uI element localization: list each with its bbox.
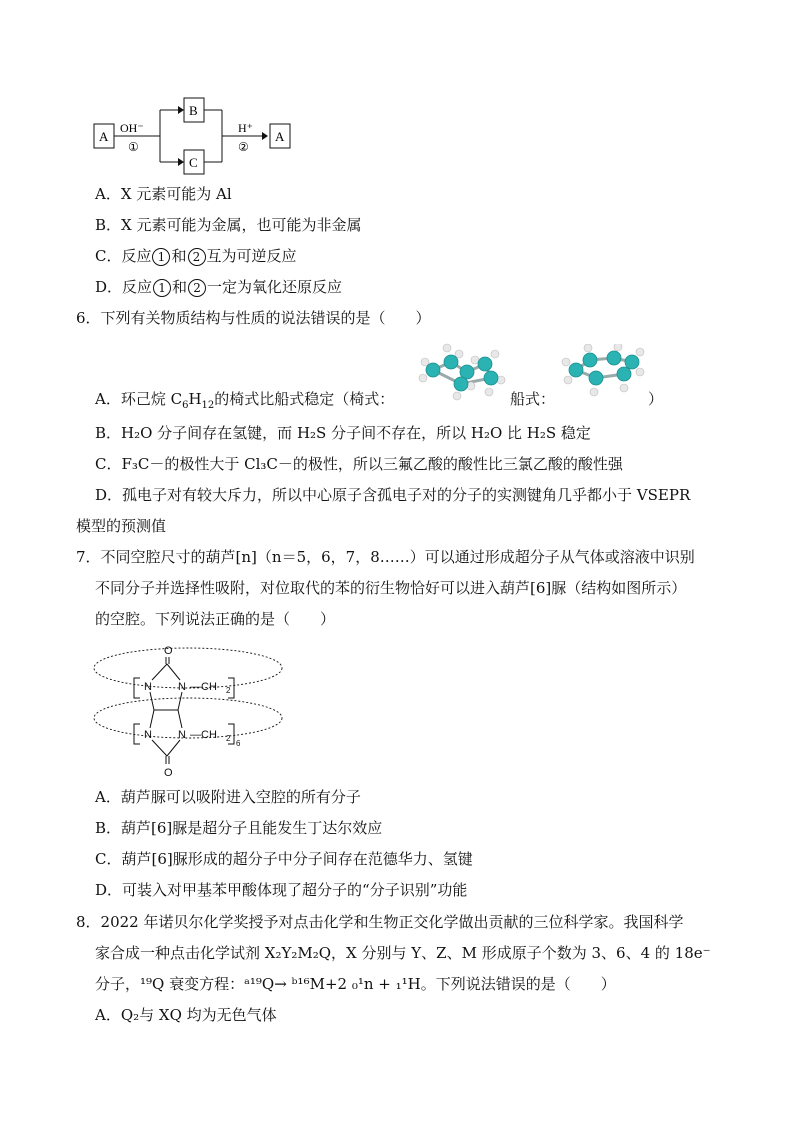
struct-n-subscript: 6 bbox=[236, 739, 241, 748]
q5-option-c-post: 互为可逆反应 bbox=[206, 247, 297, 265]
q6-option-d-line1: D．孤电子对有较大斥力，所以中心原子含孤电子对的分子的实测键角几乎都小于 VSEPR bbox=[95, 486, 691, 504]
q6-option-a bbox=[95, 389, 394, 416]
q8-stem-line3 bbox=[95, 974, 616, 994]
q5-option-b: B．X 元素可能为金属，也可能为非金属 bbox=[95, 216, 362, 234]
struct-n4: N bbox=[178, 729, 186, 741]
q6-option-d-line2: 模型的预测值 bbox=[76, 517, 167, 535]
chair-conformation-image bbox=[415, 340, 507, 402]
q6-option-a-sub1: 6 bbox=[182, 400, 189, 411]
q8-stem-line1: 8．2022 年诺贝尔化学奖授予对点击化学和生物正交化学做出贡献的三位科学家。我国科学 bbox=[76, 913, 684, 931]
struct-n3: N bbox=[144, 729, 152, 741]
struct-sub-2a: 2 bbox=[226, 686, 231, 695]
q5-option-d bbox=[95, 277, 342, 297]
circle-2: 2 bbox=[188, 279, 206, 297]
diagram-box-a-right: A bbox=[275, 129, 285, 144]
struct-o-top: O bbox=[164, 645, 173, 657]
q7-option-a: A．葫芦脲可以吸附进入空腔的所有分子 bbox=[95, 788, 361, 806]
struct-ch2-top: —CH bbox=[190, 681, 217, 693]
q8-stem-line3-pre: 分子， bbox=[95, 975, 141, 993]
q6-close-paren: ） bbox=[648, 390, 664, 408]
q7-option-d: D．可装入对甲基苯甲酸体现了超分子的“分子识别”功能 bbox=[95, 881, 468, 899]
q8-option-a: A．Q₂与 XQ 均为无色气体 bbox=[95, 1006, 277, 1024]
struct-sub-2b: 2 bbox=[226, 734, 231, 743]
q7-option-c: C．葫芦[6]脲形成的超分子中分子间存在范德华力、氢键 bbox=[95, 850, 473, 868]
q7-stem-line3: 的空腔。下列说法正确的是（ ） bbox=[95, 610, 336, 628]
q5-option-d-post: 一定为氧化还原反应 bbox=[207, 278, 343, 296]
q7-stem-line2: 不同分子并选择性吸附，对位取代的苯的衍生物恰好可以进入葫芦[6]脲（结构如图所示） bbox=[95, 579, 687, 597]
q6-option-a-sub2: 12 bbox=[201, 400, 215, 411]
q5-option-d-mid: 和 bbox=[172, 278, 188, 296]
diagram-box-a-left: A bbox=[99, 129, 109, 144]
diagram-box-b: B bbox=[189, 103, 198, 118]
diagram-box-c: C bbox=[189, 155, 198, 170]
q5-option-c-mid: 和 bbox=[171, 247, 187, 265]
q6-option-b: B．H₂O 分子间存在氢键，而 H₂S 分子间不存在，所以 H₂O 比 H₂S 稳定 bbox=[95, 424, 591, 442]
boat-conformation-image bbox=[560, 344, 646, 402]
cucurbituril-structure bbox=[92, 640, 292, 782]
q5-option-d-pre: D．反应 bbox=[95, 278, 153, 296]
diagram-reagent-2: H⁺ bbox=[238, 121, 253, 135]
struct-o-bot: O bbox=[164, 767, 173, 779]
q6-option-a-pre: A．环己烷 C bbox=[95, 390, 183, 408]
circle-2: 2 bbox=[188, 248, 206, 266]
q8-stem-line2: 家合成一种点击化学试剂 X₂Y₂M₂Q，X 分别与 Y、Z、M 形成原子个数为 3、6、4 的 18e⁻ bbox=[95, 944, 711, 962]
q5-option-c-pre: C．反应 bbox=[95, 247, 152, 265]
diagram-step-1: ① bbox=[128, 140, 139, 154]
q8-isotope-label: ¹⁹Q 衰变方程： bbox=[140, 975, 245, 993]
q6-stem: 6．下列有关物质结构与性质的说法错误的是（ ） bbox=[76, 309, 431, 327]
diagram-step-2: ② bbox=[238, 140, 249, 154]
q7-option-b: B．葫芦[6]脲是超分子且能发生丁达尔效应 bbox=[95, 819, 383, 837]
q6-boat-label: 船式： bbox=[510, 390, 556, 408]
q7-stem-line1: 7．不同空腔尺寸的葫芦[n]（n＝5，6，7，8……）可以通过形成超分子从气体或溶液中识别 bbox=[76, 548, 695, 566]
q6-option-a-mid: 的椅式比船式稳定（椅式： bbox=[214, 390, 395, 408]
circle-1: 1 bbox=[152, 248, 170, 266]
struct-n2: N bbox=[178, 681, 186, 693]
q6-option-c: C．F₃C－的极性大于 Cl₃C－的极性，所以三氟乙酸的酸性比三氯乙酸的酸性强 bbox=[95, 455, 623, 473]
reaction-diagram bbox=[90, 96, 305, 176]
q5-option-a: A．X 元素可能为 Al bbox=[95, 185, 232, 203]
q5-option-c bbox=[95, 246, 297, 266]
struct-ch2-bot: —CH bbox=[190, 729, 217, 741]
circle-1: 1 bbox=[153, 279, 171, 297]
struct-n1: N bbox=[144, 681, 152, 693]
q6-option-a-h: H bbox=[188, 390, 202, 408]
q8-decay-equation: ᵃ¹⁹Q→ ᵇ¹⁶M+2 ₀¹n + ₁¹H。下列说法错误的是（ ） bbox=[244, 975, 616, 993]
diagram-reagent-1: OH⁻ bbox=[120, 121, 144, 135]
